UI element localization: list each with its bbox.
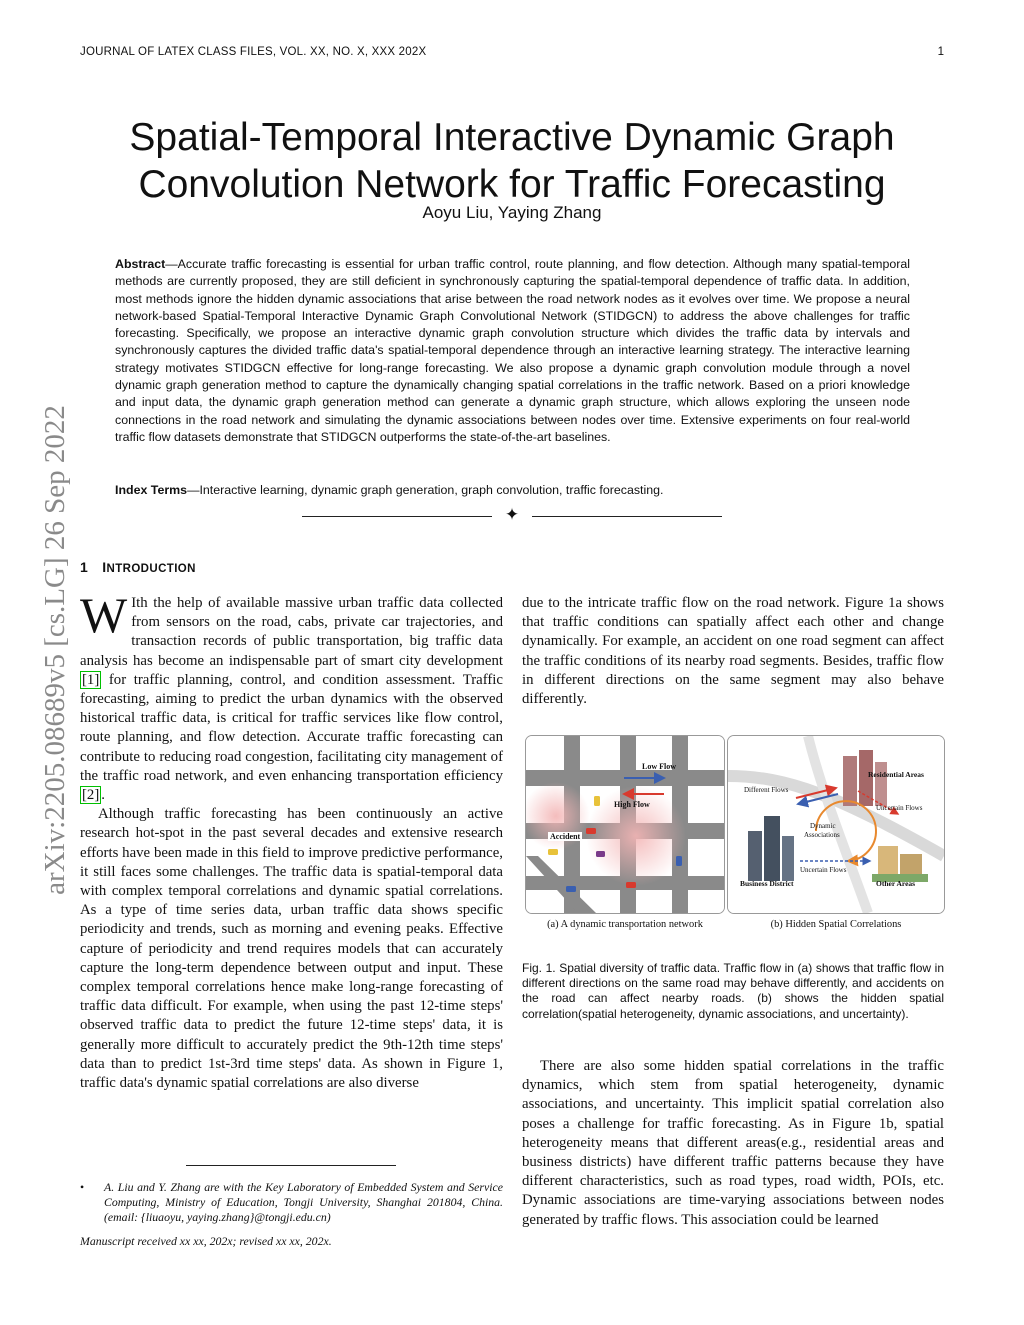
abstract-text: —Accurate traffic forecasting is essential for urban traffic control, route planning, and flow detection. Although many spatial-temporal methods are currently proposed, they are still deficient in synchronously capturing the spatial-temporal dependence of traffic data. In addition, most methods ignore the hidden dynamic associations that arise between the road network nodes as it evolves over time. We propose a neural network-based Spatial-Temporal Interactive Dynamic Graph Convolutional Network (STIDGCN) to address the above challenges for traffic forecasting. Specifically, we propose an interactive dynamic graph convolution structure which divides the traffic data by intervals and synchronously captures the divided traffic data's spatial-temporal dependence through an interactive learning strategy. The interactive learning strategy motivates STIDGCN effective for long-range forecasting. We also propose a dynamic graph convolution module through a novel dynamic graph generation method to capture the dynamically changing spatial correlations in the traffic network. Based on a priori knowledge and input data, the dynamic graph generation method can generate a dynamic graph structure, which allows exploring the unseen node connections in the road network and simulating the dynamic associations between nodes over time. Extensive experiments on four real-world traffic flow datasets demonstrate that STIDGCN outperforms the state-of-the-art baselines.: [115, 257, 910, 444]
label-uncertain-flows-top: Uncertain Flows: [876, 804, 923, 812]
right-column-top: [522, 594, 944, 709]
intro-paragraph-3: due to the intricate traffic flow on the road network. Figure 1a shows that traffic conditions can spatially affect each other and change dynamically. For example, an accident on one road segment can affect the traffic conditions of its nearby road segments. Besides, traffic flow in different directions on the same segment may also behave differently.: [522, 595, 944, 708]
intro-paragraph-4: There are also some hidden spatial correlations in the traffic dynamics, which stem from spatial heterogeneity, dynamic associations, and uncertainty. This implicit spatial correlation also poses a challenge for traffic forecasting. As in Figure 1b, spatial heterogeneity means that different areas(e.g., residential areas and business districts) have different traffic patterns because they have different characteristics, such as road types, road width, POIs, etc. Dynamic associations are time-varying associations between nodes generated by traffic flows. This association could be learned: [522, 1058, 944, 1228]
label-different-flows: Different Flows: [744, 786, 789, 794]
label-low-flow: Low Flow: [642, 762, 676, 771]
paper-authors: Aoyu Liu, Yaying Zhang: [422, 203, 602, 222]
car-5: [594, 796, 600, 806]
subcaption-a: (a) A dynamic transportation network: [547, 919, 703, 930]
citation-link-1[interactable]: [1]: [82, 671, 100, 688]
divider-star-icon: ✦: [504, 505, 520, 524]
car-6: [676, 856, 682, 866]
business-building-1: [748, 831, 762, 881]
intro-p1-text-end: .: [101, 787, 105, 804]
footnote-affiliation: A. Liu and Y. Zhang are with the Key Laboratory of Embedded System and Service Computing, Ministry of Education, Tongji University, Shanghai 201804, China. (email: {liuaoyu, yaying.zhang}@tongji.edu.cn): [104, 1180, 503, 1224]
page-number: 1: [937, 46, 944, 58]
label-residential-areas: Residential Areas: [868, 770, 924, 779]
car-2: [586, 828, 596, 834]
left-column: [80, 587, 503, 1093]
figure-panel-b: [727, 735, 945, 914]
business-building-3: [782, 836, 794, 881]
figure-1: [525, 735, 945, 935]
label-business-district: Business District: [740, 879, 794, 888]
car-3: [596, 851, 605, 857]
footnote: [80, 1180, 503, 1225]
footnote-rule: [186, 1165, 396, 1166]
label-high-flow: High Flow: [614, 800, 650, 809]
abstract: [115, 256, 910, 446]
index-terms-label: Index Terms: [115, 483, 188, 497]
section-divider: [302, 507, 722, 527]
subcaption-b: (b) Hidden Spatial Correlations: [770, 919, 902, 930]
label-dynamic: Dynamic: [810, 822, 836, 830]
running-head: JOURNAL OF LATEX CLASS FILES, VOL. XX, NO. X, XXX 202X: [80, 46, 427, 58]
car-7: [566, 886, 576, 892]
dropcap: W: [80, 587, 128, 643]
intro-p1-text-mid: for traffic planning, control, and condition assessment. Traffic forecasting, aiming to predict the urban dynamics with the observed historical traffic data, is critical for traffic services like flow control, route planning, and flow detection. Accurate traffic forecasting can contribute to reducing road congestion, facilitating city management of the traffic road network, and even enhancing transportation efficiency: [80, 671, 503, 784]
divider-rule-right: [532, 516, 722, 517]
label-associations: Associations: [804, 831, 840, 839]
figure-caption: Fig. 1. Spatial diversity of traffic data. Traffic flow in (a) shows that traffic flow in different directions on the same road may behave differently, and accidents on the road can affect nearby roads. (b) shows the hidden spatial correlation(spatial heterogeneity, dynamic associations, and uncertainty).: [522, 961, 944, 1021]
residential-building-3: [875, 762, 887, 806]
label-other-areas: Other Areas: [876, 879, 916, 888]
other-area-building-2: [900, 854, 922, 876]
car-1: [548, 849, 558, 855]
label-uncertain-flows-bottom: Uncertain Flows: [800, 866, 847, 874]
index-terms: [115, 482, 910, 499]
car-4: [626, 882, 636, 888]
other-area-building-1: [878, 846, 898, 874]
traffic-network-illustration: [526, 736, 724, 913]
section-number: 1: [80, 559, 89, 575]
right-column-bottom: [522, 1057, 944, 1230]
intro-paragraph-2: Although traffic forecasting has been continuously an active research hot-spot in the past several decades and extensive research efforts have been made in this field to improve predictive performance, it still faces some challenges. The traffic data is spatial-temporal data with complex temporal correlations and dynamic spatial correlations. As a type of time series data, urban traffic data shows specific periodicity and trends, such as morning and evening peaks. Effective capture of periodicity and trend requires models that can accurately capture the long-term dependence between output and input. These complex temporal correlations hence make long-range forecasting of traffic data difficult. For example, when using the past 12-time steps' observed traffic data to predict the future 12-time steps' data, it is generally more difficult to accurately predict the 9th-12th time steps' data than to predict 1st-3rd time steps' data. As shown in Figure 1, traffic data's dynamic spatial correlations are also diverse: [80, 806, 503, 1092]
abstract-label: Abstract: [115, 257, 166, 271]
section-title-rest: NTRODUCTION: [106, 563, 196, 575]
label-accident: Accident: [550, 832, 581, 841]
paper-title: Spatial-Temporal Interactive Dynamic Graph Convolution Network for Traffic Forecasting: [129, 116, 895, 207]
intro-p1-text-start: Ith the help of available massive urban traffic data collected from sensors on the road, cabs, private car trajectories, and transaction records of public transportation, big traffic data analysis has become an indispensable part of smart city development: [80, 595, 503, 669]
business-building-2: [764, 816, 780, 881]
section-heading: [80, 559, 196, 575]
footnote-bullet: •: [80, 1180, 85, 1194]
citation-link-2[interactable]: [2]: [82, 787, 100, 804]
divider-rule-left: [302, 516, 492, 517]
residential-building-1: [843, 756, 857, 806]
section-title-initial: I: [102, 559, 107, 575]
intro-paragraph-1: [80, 587, 503, 805]
figure-panel-a: [525, 735, 725, 914]
arxiv-stamp: arXiv:2205.08689v5 [cs.LG] 26 Sep 2022: [39, 405, 71, 895]
index-terms-text: —Interactive learning, dynamic graph generation, graph convolution, traffic forecasting.: [187, 483, 664, 497]
manuscript-info: Manuscript received xx xx, 202x; revised xx xx, 202x.: [80, 1234, 332, 1248]
